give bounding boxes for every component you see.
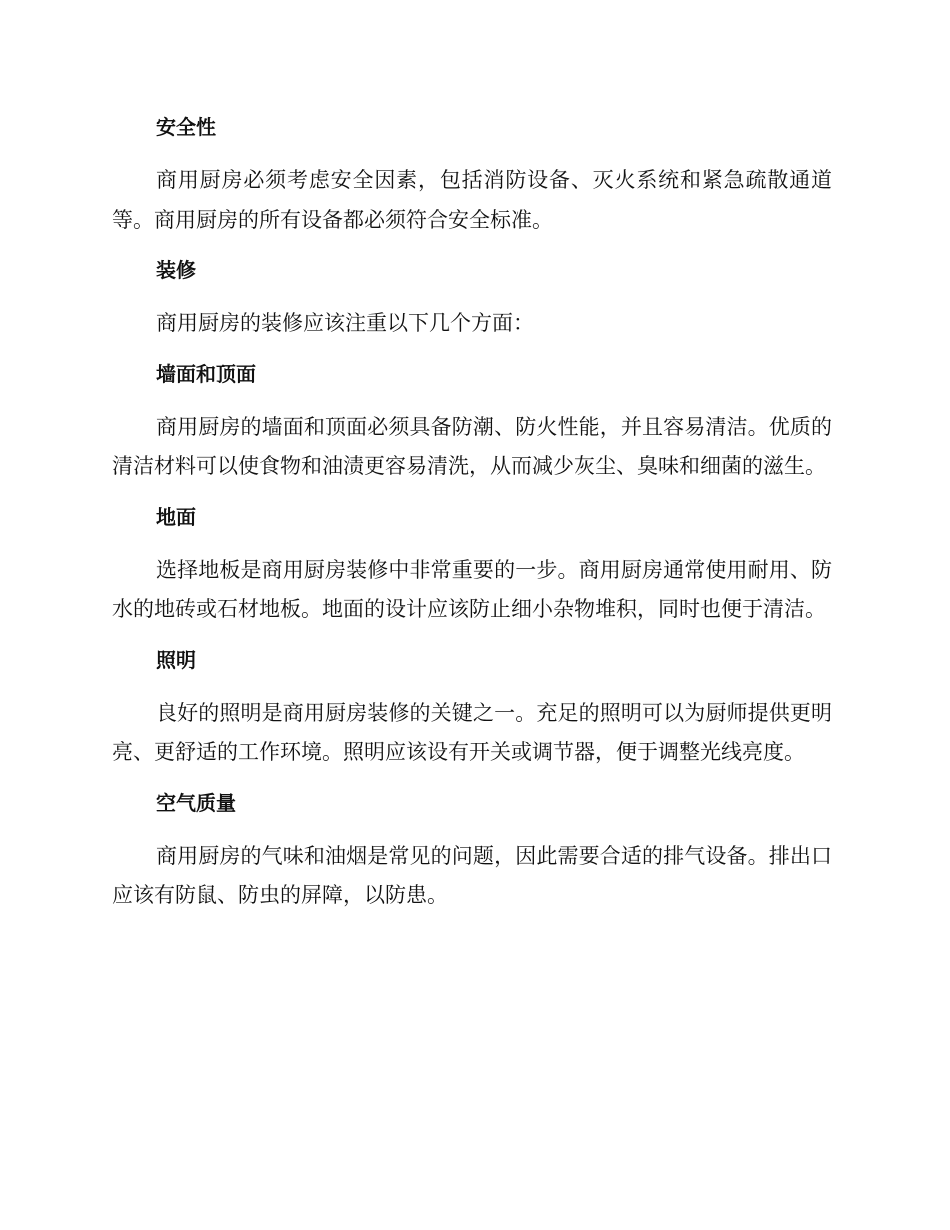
section-paragraph-air-quality: 商用厨房的气味和油烟是常见的问题，因此需要合适的排气设备。排出口应该有防鼠、防虫的屏障，以防患。 — [112, 843, 832, 907]
section-paragraph-lighting: 良好的照明是商用厨房装修的关键之一。充足的照明可以为厨师提供更明亮、更舒适的工作环境。照明应该设有开关或调节器，便于调整光线亮度。 — [112, 700, 832, 764]
section-heading-walls-ceiling: 墙面和顶面 — [156, 361, 256, 386]
section-heading-lighting: 照明 — [156, 647, 196, 672]
section-paragraph-floor: 选择地板是商用厨房装修中非常重要的一步。商用厨房通常使用耐用、防水的地砖或石材地板。地面的设计应该防止细小杂物堆积，同时也便于清洁。 — [112, 557, 832, 621]
section-heading-floor: 地面 — [156, 504, 196, 529]
document-page — [112, 110, 832, 916]
section-heading-safety: 安全性 — [156, 115, 216, 139]
section-heading-air-quality: 空气质量 — [156, 790, 236, 815]
section-paragraph-decoration: 商用厨房的装修应该注重以下几个方面： — [156, 311, 534, 335]
section-paragraph-walls-ceiling: 商用厨房的墙面和顶面必须具备防潮、防火性能，并且容易清洁。优质的清洁材料可以使食物和油渍更容易清洗，从而减少灰尘、臭味和细菌的滋生。 — [112, 414, 832, 478]
section-heading-decoration: 装修 — [156, 258, 196, 282]
section-paragraph-safety: 商用厨房必须考虑安全因素，包括消防设备、灭火系统和紧急疏散通道等。商用厨房的所有设备都必须符合安全标准。 — [112, 168, 832, 232]
